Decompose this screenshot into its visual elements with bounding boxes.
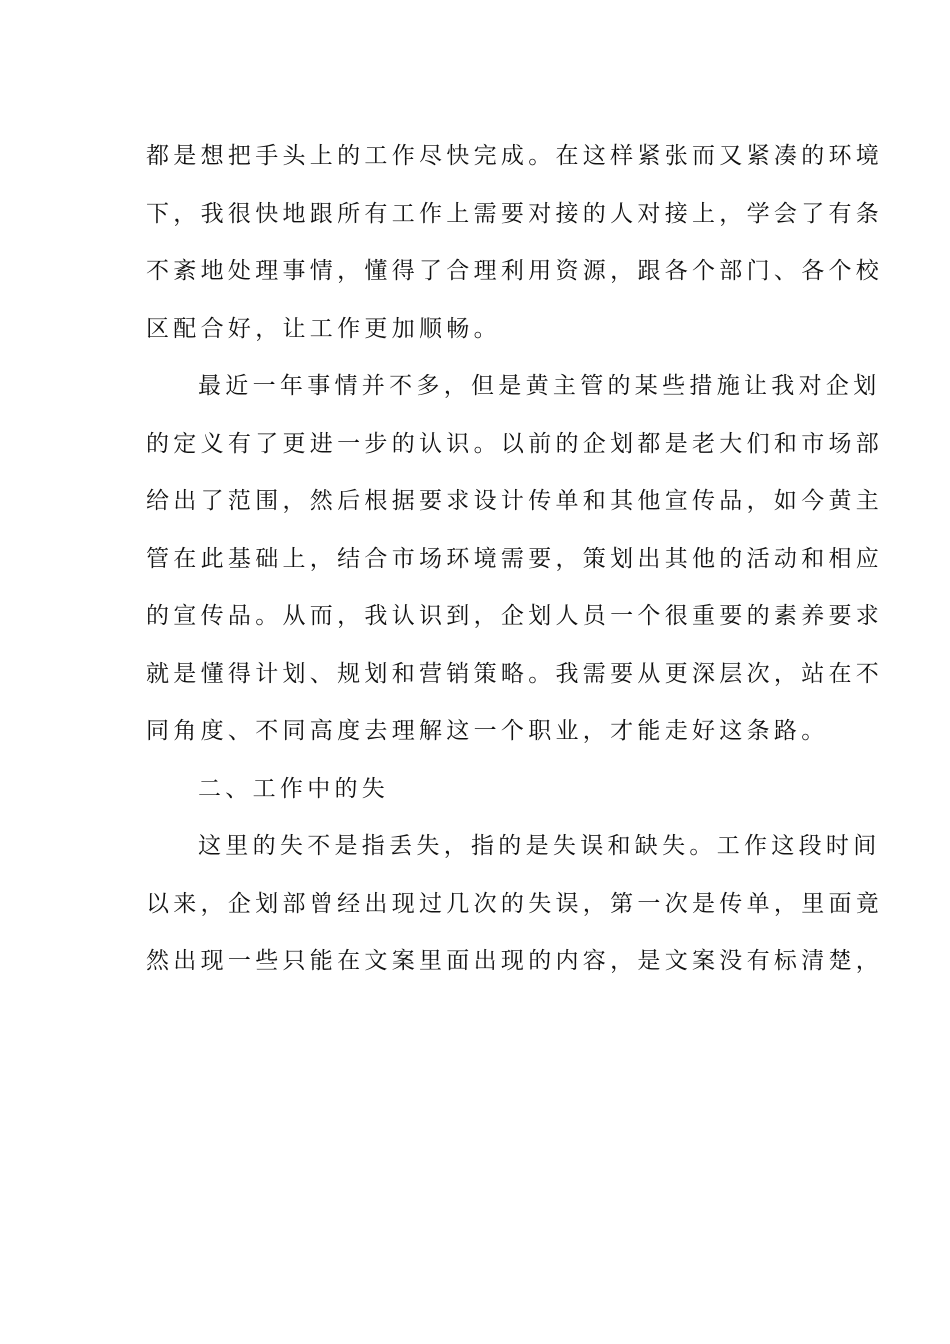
text-line: 区配合好，让工作更加顺畅。 <box>146 315 501 342</box>
section-heading: 二、工作中的失 <box>198 775 390 802</box>
text-line: 不紊地处理事情，懂得了合理利用资源，跟各个部门、各个校 <box>146 258 884 284</box>
text-line: 以来，企划部曾经出现过几次的失误，第一次是传单，里面竟 <box>146 890 884 917</box>
text-line: 都是想把手头上的工作尽快完成。在这样紧张而又紧凑的环境 <box>146 143 884 169</box>
document-body <box>146 128 884 991</box>
text-line: 管在此基础上，结合市场环境需要，策划出其他的活动和相应 <box>146 545 884 572</box>
paragraph-first-line: 最近一年事情并不多，但是黄主管的某些措施让我对企划 <box>198 373 881 399</box>
text-line: 给出了范围，然后根据要求设计传单和其他宣传品，如今黄主 <box>146 488 884 514</box>
text-line: 的定义有了更进一步的认识。以前的企划都是老大们和市场部 <box>146 430 884 457</box>
text-line: 就是懂得计划、规划和营销策略。我需要从更深层次，站在不 <box>146 660 884 687</box>
paragraph-first-line: 这里的失不是指丢失，指的是失误和缺失。工作这段时间 <box>198 833 881 859</box>
text-line: 下，我很快地跟所有工作上需要对接的人对接上，学会了有条 <box>146 200 884 227</box>
text-line: 的宣传品。从而，我认识到，企划人员一个很重要的素养要求 <box>146 603 884 629</box>
text-line: 同角度、不同高度去理解这一个职业，才能走好这条路。 <box>146 718 829 744</box>
text-line: 然出现一些只能在文案里面出现的内容，是文案没有标清楚， <box>146 948 884 974</box>
